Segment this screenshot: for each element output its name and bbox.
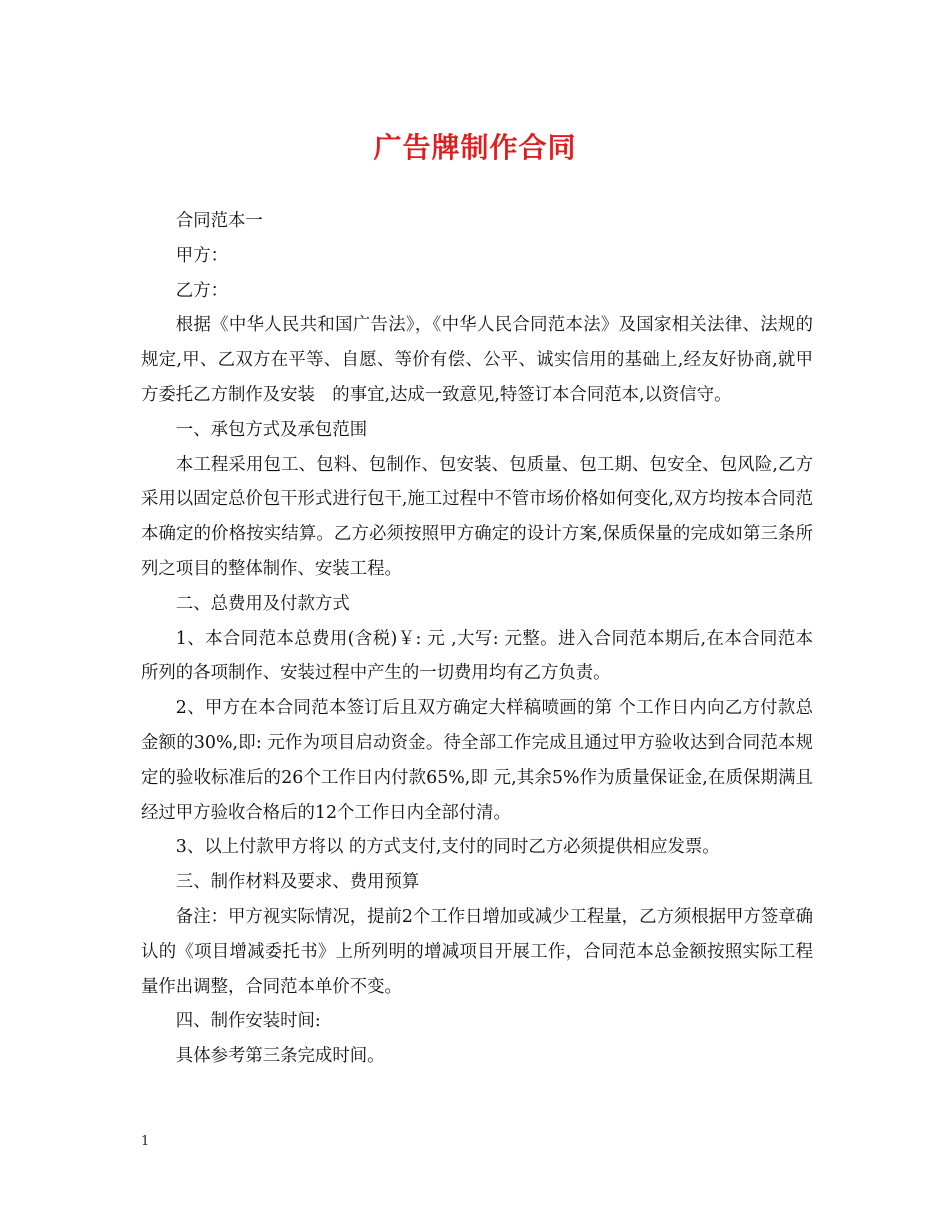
paragraph-contract-template: 合同范本一 xyxy=(175,211,263,231)
paragraph-party-a: 甲方： xyxy=(175,245,228,266)
paragraph-party-b: 乙方： xyxy=(175,280,228,301)
section-heading-materials: 三、制作材料及要求、费用预算 xyxy=(175,872,420,893)
page-number: 1 xyxy=(141,1134,150,1149)
section-heading-contract-method: 一、承包方式及承包范围 xyxy=(175,419,368,440)
paragraph-fee-total: 1、本合同范本总费用(含税)￥: 元 ,大写: 元整。进入合同范本期后,在本合同范本所列的各项制作、安装过程中产生的一切费用均有乙方负责。 xyxy=(141,628,813,684)
paragraph-contract-method: 本工程采用包工、包料、包制作、包安装、包质量、包工期、包安全、包风险,乙方采用以固定总价包干形式进行包干,施工过程中不管市场价格如何变化,双方均按本合同范本确定的价格按实结算。乙方必须按照甲方确定的设计方案,保质保量的完成如第三条所列之项目的整体制作、安装工程。 xyxy=(141,454,813,579)
section-heading-installation-time: 四、制作安装时间: xyxy=(175,1011,321,1032)
section-heading-fees: 二、总费用及付款方式 xyxy=(175,593,350,614)
paragraph-payment-schedule: 2、甲方在本合同范本签订后且双方确定大样稿喷画的第 个工作日内向乙方付款总金额的30%,即: 元作为项目启动资金。待全部工作完成且通过甲方验收达到合同范本规定的验收标准后的26个工作日内付款65%,即 元,其余5%作为质量保证金,在质保期满且经过甲方验收合格后的12个工作日内全部付清。 xyxy=(141,698,813,823)
document-body xyxy=(141,204,813,1074)
paragraph-materials-note: 备注：甲方视实际情况，提前2个工作日增加或减少工程量，乙方须根据甲方签章确认的《项目增减委托书》上所列明的增减项目开展工作，合同范本总金额按照实际工程量作出调整，合同范本单价不变。 xyxy=(141,906,813,997)
paragraph-payment-method: 3、以上付款甲方将以 的方式支付,支付的同时乙方必须提供相应发票。 xyxy=(175,837,720,858)
paragraph-preamble: 根据《中华人民共和国广告法》，《中华人民合同范本法》及国家相关法律、法规的规定,甲、乙双方在平等、自愿、等价有偿、公平、诚实信用的基础上,经友好协商,就甲方委托乙方制作及安装 的事宜,达成一致意见,特签订本合同范本,以资信守。 xyxy=(141,315,813,405)
document-title: 广告牌制作合同 xyxy=(373,131,577,164)
paragraph-installation-time: 具体参考第三条完成时间。 xyxy=(175,1046,385,1067)
